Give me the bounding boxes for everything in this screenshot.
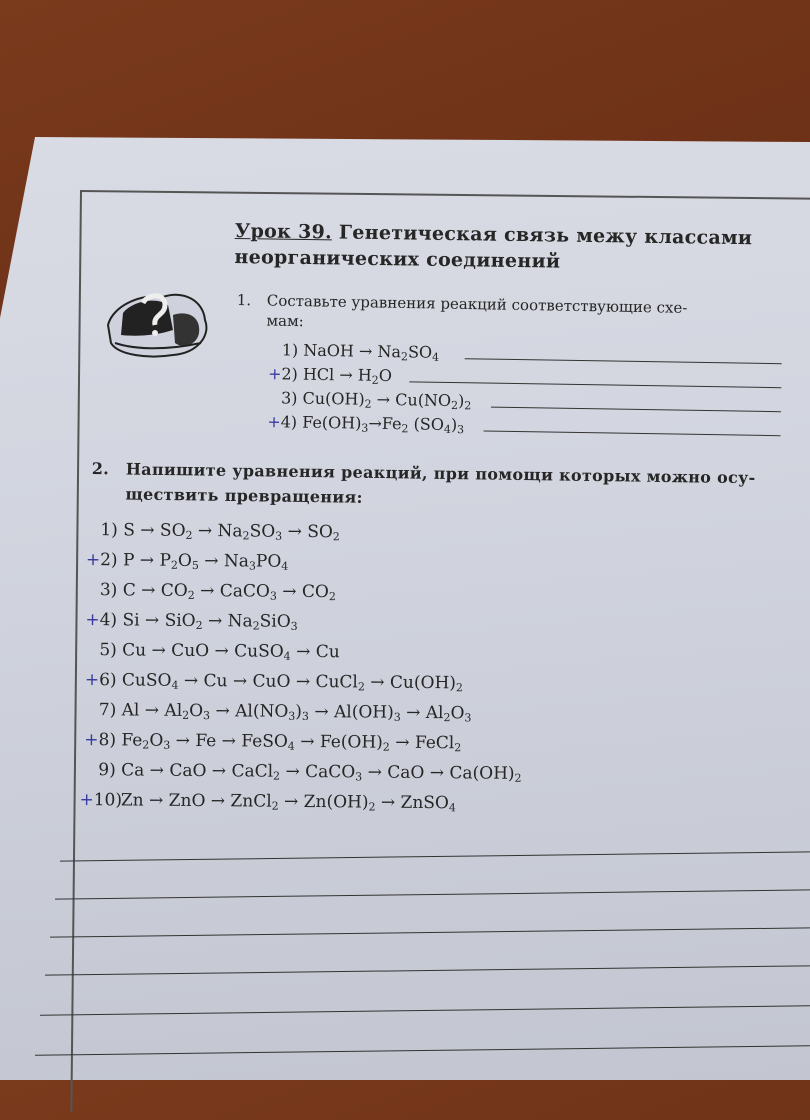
answer-line[interactable] xyxy=(40,1005,810,1015)
task2-heading xyxy=(91,456,755,515)
chain-7: 7) $Al \to Al_2O_3 \to Al(NO_3)_3 \to Al(OH)_3 \to Al_2O_3$ xyxy=(98,700,472,725)
chain-6: +6) CuSO$_4$ → Cu → CuO → CuCl$_2$ → $Cu(OH)_2$ xyxy=(84,670,463,695)
chain-8: +8) $Fe_2O_3 \to Fe$ → FeSO$_4$ → $Fe(OH)_2$ → FeCl$_2$ xyxy=(84,730,462,755)
lesson-number: Урок 39. xyxy=(234,219,333,244)
pen-plus-mark: + xyxy=(84,670,100,691)
answer-line[interactable] xyxy=(55,889,810,899)
task1-equation-2: +2) HCl → $H_2O$ xyxy=(259,362,472,389)
answer-line[interactable] xyxy=(50,927,810,937)
pen-plus-mark: + xyxy=(267,412,281,432)
answer-line[interactable] xyxy=(465,344,782,364)
chain-5: 5) Cu → CuO → CuSO$_4$ → Cu xyxy=(99,640,340,663)
task1-text: Составьте уравнения реакций соответствующие схе- xyxy=(266,291,688,317)
lesson-title xyxy=(234,218,752,277)
pen-plus-mark: + xyxy=(79,789,94,811)
task2-equations xyxy=(79,515,523,819)
answer-line[interactable] xyxy=(45,965,810,975)
task2-number: 2. xyxy=(91,458,110,479)
task1-equation-3: 3) $Cu(OH)_2 \to Cu(NO_2)_2$ xyxy=(259,386,472,413)
answer-line[interactable] xyxy=(60,851,810,861)
answer-line[interactable] xyxy=(409,367,781,388)
chain-9: 9) Ca → CaO → CaCl$_2$ → CaCO$_3$ → CaO → $Ca(OH)_2$ xyxy=(98,760,522,785)
task1-equations xyxy=(258,338,472,437)
chain-2: +2) $P \to P_2O_5 \to Na_3PO_4$ xyxy=(85,550,289,573)
answer-line[interactable] xyxy=(35,1045,810,1055)
task1-equation-1: 1) NaOH → $Na_2SO_4$ xyxy=(260,338,473,365)
chain-3: 3) $C \to CO_2$ → CaCO$_3$ → $CO_2$ xyxy=(99,580,336,604)
pen-plus-mark: + xyxy=(267,364,282,384)
lesson-title-text: Генетическая связь межу классами xyxy=(331,221,753,250)
chain-4: +4) $Si \to SiO_2 \to Na_2SiO_3$ xyxy=(85,610,298,633)
task2-text: Напишите уравнения реакций, при помощи которых можно осу- xyxy=(125,459,756,488)
task2-text-line2: ществить превращения: xyxy=(125,484,363,507)
answer-line[interactable] xyxy=(484,417,781,437)
task1-heading xyxy=(236,290,687,338)
pen-plus-mark: + xyxy=(85,610,100,631)
chain-10: +10) Zn → ZnO → ZnCl$_2$ → $Zn(OH)_2$ → ZnSO$_4$ xyxy=(79,789,456,815)
answer-line[interactable] xyxy=(491,393,781,413)
pen-plus-mark: + xyxy=(85,550,101,571)
pen-plus-mark: + xyxy=(84,730,99,751)
chain-1: 1) $S \to SO_2 \to Na_2SO_3 \to SO_2$ xyxy=(100,520,340,544)
task1-text-line2: мам: xyxy=(266,311,304,331)
lesson-title-line2: неорганических соединений xyxy=(234,245,561,273)
task1-number: 1. xyxy=(236,290,252,310)
thinking-figure-logo xyxy=(103,285,213,360)
task1-equation-4: +4) $Fe(OH)_3\to Fe_2$ $(SO_4)_3$ xyxy=(258,410,471,437)
